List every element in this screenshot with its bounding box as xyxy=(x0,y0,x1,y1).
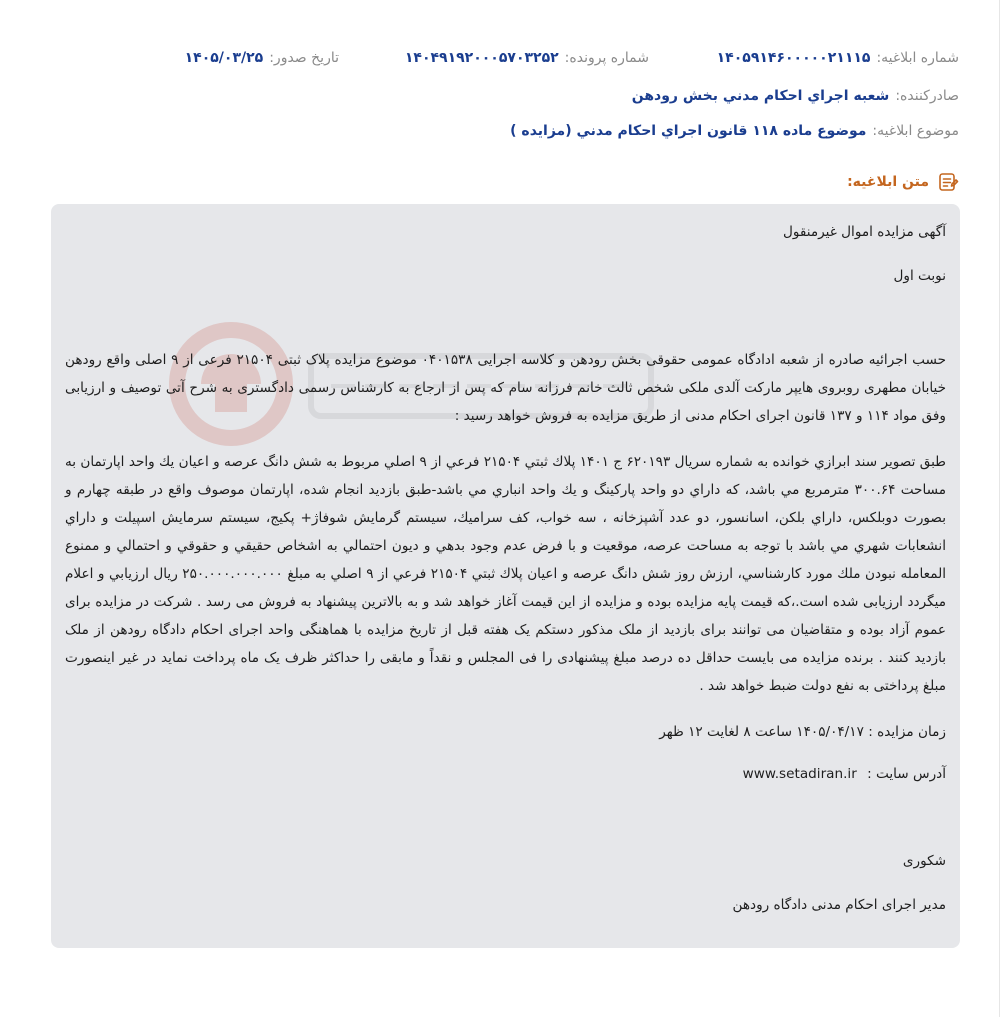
file-number xyxy=(405,50,649,66)
notice-number xyxy=(717,50,959,66)
issuer-label: صادرکننده: xyxy=(895,88,959,104)
paragraph-1-wrap xyxy=(65,346,946,430)
notice-text-heading-label: متن ابلاغیه: xyxy=(847,174,929,190)
notice-number-value: ۱۴۰۵۹۱۴۶۰۰۰۰۰۲۱۱۱۵ xyxy=(716,50,871,66)
file-number-label: شماره پرونده: xyxy=(564,50,649,66)
issue-date-label: تاریخ صدور: xyxy=(269,50,339,66)
file-number-value: ۱۴۰۴۹۱۹۲۰۰۰۵۷۰۳۲۵۲ xyxy=(404,50,559,66)
issuer xyxy=(632,88,959,104)
subject-label: موضوع ابلاغیه: xyxy=(872,123,959,139)
notice-meta-row xyxy=(40,44,959,72)
notice-round: نوبت اول xyxy=(893,268,946,284)
paragraph-2-wrap xyxy=(65,448,946,700)
issuer-value: شعبه اجراي احكام مدني بخش رودهن xyxy=(631,88,890,104)
site-address-label: آدرس سایت : xyxy=(867,766,946,782)
notice-number-label: شماره ابلاغیه: xyxy=(876,50,959,66)
signer-name: شکوری xyxy=(902,853,946,869)
issuer-row xyxy=(40,82,959,110)
notice-document-icon xyxy=(937,171,959,193)
subject-row xyxy=(40,117,959,145)
issue-date-value: ۱۴۰۵/۰۳/۲۵ xyxy=(184,50,264,66)
site-address xyxy=(65,760,946,788)
notice-paragraph-2: طبق تصوير سند ابرازي خوانده به شماره سريال ۶۲۰۱۹۳ ج ۱۴۰۱ پلاك ثبتي ۲۱۵۰۴ فرعي از ۹ اصلي مربوط به شش دانگ عرصه و اعيان يك واحد اپارتمان به مساحت ۳۰۰.۶۴ مترمربع مي باشد، كه داراي دو واحد پاركينگ و يك واحد انباري مي باشد-طبق بازديد انجام شده، اپارتمان موصوف واقع در طبقه چهارم و بصورت دوبلكس، داراي بلكن، اسانسور، دو عدد آشپزخانه ، سه خواب، كف سراميك، سيستم گرمايش شوفاژ+ پكيج، سيستم سرمايش اسپيلت و داراي انشعابات شهري مي باشد با توجه به مساحت عرصه، موقعيت و با فرض عدم وجود بدهي و ديون احتمالي به اشخاص حقيقي و حقوقي و احتمالي و ممنوع المعامله نبودن ملك مورد كارشناسي، ارزش روز شش دانگ عرصه و اعيان پلاك ثبتي ۲۱۵۰۴ فرعي از ۹ اصلي به مبلغ ۲۵۰.۰۰۰.۰۰۰.۰۰۰ ريال ارزيابي و اعلام ميگردد ارزیابی شده است.،که قیمت پایه مزایده بوده و مزایده از این قیمت آغاز خواهد شد و به بالاترین پیشنهاد به فروش می رسد . شرکت در مزایده برای عموم آزاد بوده و متقاضیان می توانند برای بازدید از ملک مذکور دستکم یک هفته قبل از تاریخ مزایده با هماهنگی واحد اجرای احکام دادگاه رودهن از ملک بازدید کنند . برنده مزایده می بایست حداقل ده درصد مبلغ پیشنهادی را فی المجلس و نقداً و مابقی را حداکثر ظرف یک ماه پرداخت نماید در غیر اینصورت مبلغ پرداختی به نفع دولت ضبط خواهد شد . xyxy=(65,454,947,694)
notice-paragraph-1: حسب اجرائیه صادره از شعبه ادادگاه عمومی حقوقی بخش رودهن و کلاسه اجرایی ۰۴۰۱۵۳۸ موضوع مزایده پلاک ثبتی ۲۱۵۰۴ فرعی از ۹ اصلی واقع رودهن خیابان مطهری روبروی هایپر مارکت آلدی ملکی شخص ثالث خانم فرزانه سام که پس از ارجاع به کارشناس رسمی دادگستری به شرح آتی توصیف و ارزیابی وفق مواد ۱۱۴ و ۱۳۷ قانون اجرای احکام مدنی از طریق مزایده به فروش خواهد رسید : xyxy=(65,352,947,424)
issue-date xyxy=(185,50,339,66)
signer-title: مدیر اجرای احکام مدنی دادگاه رودهن xyxy=(732,897,946,913)
subject xyxy=(510,123,959,139)
notice-content-box xyxy=(51,204,960,948)
site-address-link[interactable]: www.setadiran.ir xyxy=(742,766,857,782)
notice-title: آگهی مزایده اموال غیرمنقول xyxy=(782,224,946,240)
auction-time: زمان مزایده : ۱۴۰۵/۰۴/۱۷ ساعت ۸ لغایت ۱۲ ظهر xyxy=(659,724,946,740)
notice-text-heading xyxy=(847,168,959,196)
subject-value: موضوع ماده ۱۱۸ قانون اجراي احكام مدني (مزايده ) xyxy=(510,123,867,139)
